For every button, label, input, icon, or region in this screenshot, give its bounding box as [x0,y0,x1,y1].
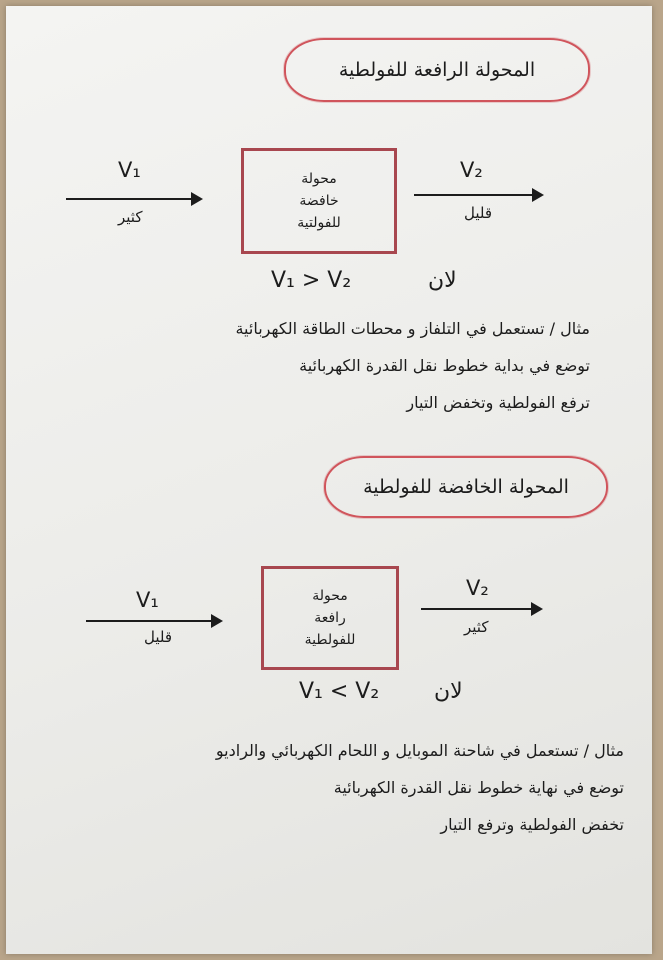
section2-transformer-box [261,566,399,670]
section2-title-text: المحولة الخافضة للفولطية [363,476,569,498]
section2-right-voltage: V₂ [466,576,489,600]
section1-right-voltage: V₂ [460,158,483,182]
section2-box-line-2: رافعة [314,610,346,626]
section1-example [30,310,590,421]
section2-output-arrow [421,608,541,610]
section2-title [324,456,608,518]
section2-condition-word: لان [434,679,463,704]
section2-box-line-1: محولة [312,588,348,604]
section2-left-voltage: V₁ [136,588,159,612]
section1-left-note: كثير [118,208,143,226]
section2-left-note: قليل [144,628,173,646]
paper-sheet [6,6,652,954]
section1-left-voltage: V₁ [118,158,141,182]
section2-example-line-2: توضع في نهاية خطوط نقل القدرة الكهربائية [333,778,624,797]
section1-box-line-2: خافضة [299,193,339,209]
section2-example [24,732,624,843]
section1-right-note: قليل [464,204,493,222]
section1-title-text: المحولة الرافعة للفولطية [338,59,536,81]
section1-title [284,38,590,102]
section1-example-line-1: مثال / تستعمل في التلفاز و محطات الطاقة الكهربائية [235,319,590,338]
section1-input-arrow [66,198,201,200]
section1-condition: V₁ > V₂ [271,268,352,293]
section1-transformer-box [241,148,397,254]
section2-right-note: كثير [464,618,489,636]
section2-example-line-3: تخفض الفولطية وترفع التيار [440,815,624,834]
section1-example-line-2: توضع في بداية خطوط نقل القدرة الكهربائية [299,356,590,375]
section2-box-line-3: للفولطية [304,632,356,648]
section2-example-line-1: مثال / تستعمل في شاحنة الموبايل و اللحام الكهربائي والراديو [215,741,624,760]
section1-output-arrow [414,194,542,196]
section1-box-line-1: محولة [301,171,337,187]
section1-condition-word: لان [428,268,457,293]
section2-input-arrow [86,620,221,622]
section1-box-line-3: للفولتية [297,215,341,231]
section2-condition: V₁ < V₂ [299,679,380,704]
section1-example-line-3: ترفع الفولطية وتخفض التيار [406,393,590,412]
